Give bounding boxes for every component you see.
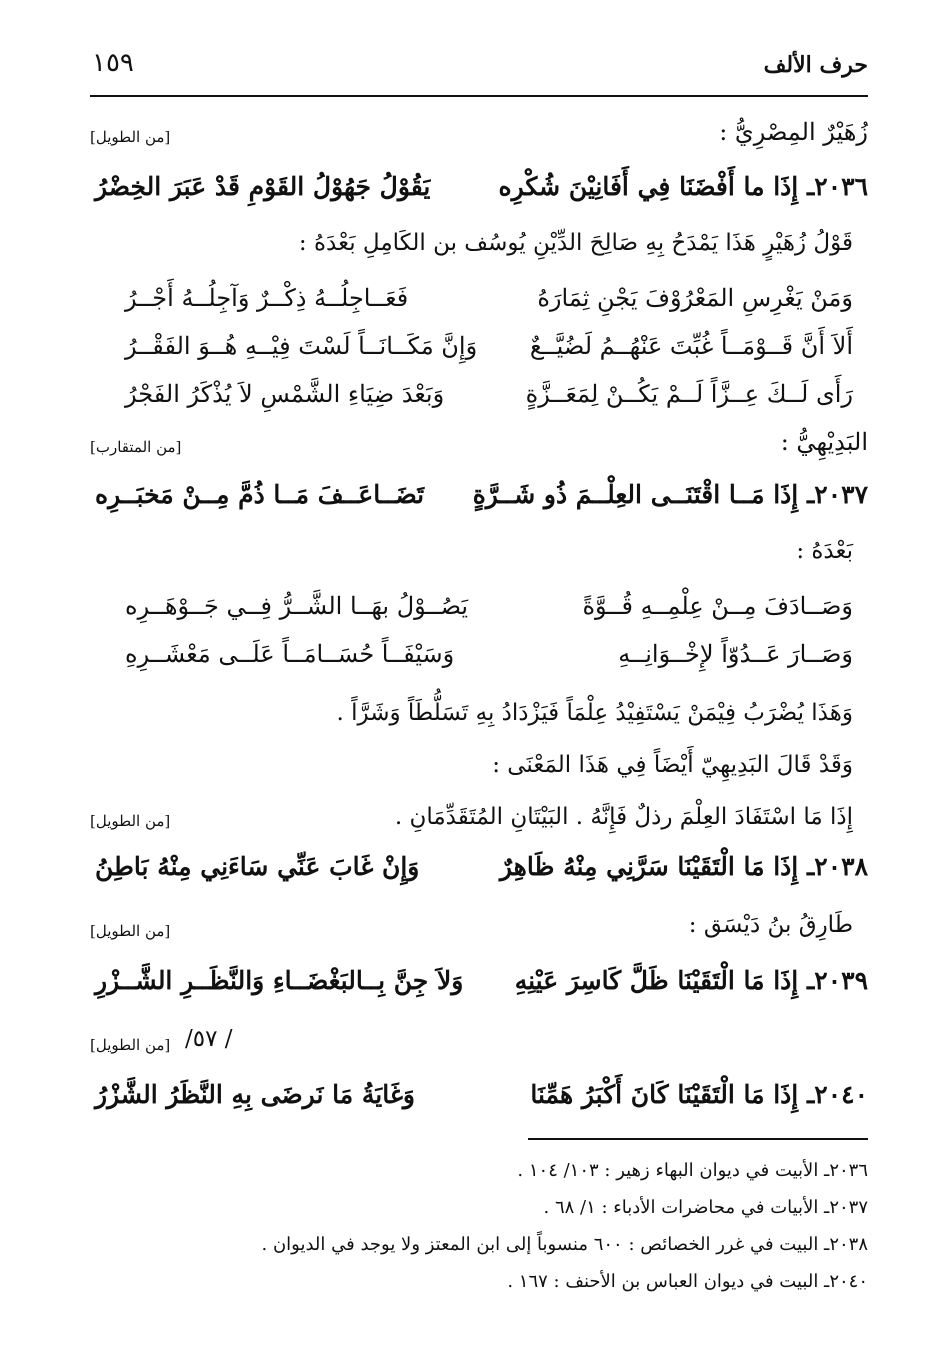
meter-label: [من الطويل] (90, 812, 171, 830)
hemistich-first: ٢٠٣٧ـ إِذَا مَــا اقْتَنَــى العِلْــمَ ذُو شَــرَّةٍ (472, 480, 868, 509)
hemistich-first: ٢٠٣٨ـ إِذَا مَا الْتَقَيْنَا سَرَّنِي مِنْهُ ظَاهِرٌ (499, 852, 868, 881)
footnote: ٢٠٣٧ـ الأبيات في محاضرات الأدباء : ١/ ٦٨ . (543, 1197, 868, 1218)
footnote: ٢٠٣٨ـ البيت في غرر الخصائص : ٦٠٠ منسوباً إلى ابن المعتز ولا يوجد في الديوان . (261, 1234, 868, 1255)
poet-name: طَارِقُ بنُ دَيْسَق : (688, 912, 853, 938)
hemistich-second: وَإِنْ غَابَ عَنِّي سَاءَنِي مِنْهُ بَاطِنُ (95, 852, 420, 881)
hemistich-second: وَسَيْفَــاً حُسَــامَــاً عَلَــى مَعْشَــرِهِ (125, 640, 455, 668)
poet-name: البَدِيْهِيُّ : (780, 428, 868, 456)
footnote: ٢٠٣٦ـ الأبيت في ديوان البهاء زهير : ١٠٣/ ١٠٤ . (517, 1160, 868, 1181)
meter-label: [من الطويل] (90, 1036, 171, 1054)
poet-name: زُهَيْرٌ المِصْرِيُّ : (719, 118, 868, 146)
commentary: إِذَا مَا اسْتَفَادَ العِلْمَ رذلٌ فَإِنَّهُ . البَيْتَانِ المُتَقَدِّمَانِ . (394, 804, 853, 830)
hemistich-second: تَضَــاعَــفَ مَــا ذُمَّ مِــنْ مَخبَــرِه (95, 480, 425, 509)
hemistich-second: يَصُــوْلُ بهَــا الشَّــرُّ فِــي جَــوْهَــرِه (125, 592, 469, 620)
commentary: وَقَدْ قَالَ البَدِيهِيّ أَيْضَاً فِي هَذَا المَعْنَى : (492, 752, 853, 778)
hemistich-first: ٢٠٤٠ـ إِذَا مَا الْتَقَيْنَا كَانَ أَكْبَرُ هَمِّنَا (530, 1080, 868, 1109)
hemistich-second: فَعَــاجِلُــهُ ذِكْــرٌ وَآجِلُــهُ أَجْــرُ (125, 284, 409, 312)
meter-label: [من الطويل] (90, 922, 171, 940)
verse-2036 (95, 172, 868, 201)
hemistich-first: وَمَنْ يَغْرِسِ المَعْرُوْفَ يَجْنِ ثِمَارَهُ (537, 284, 853, 312)
after-label: بَعْدَهُ : (796, 538, 853, 564)
follow-verse (125, 380, 853, 408)
follow-verse (125, 592, 853, 620)
footnote-rule (528, 1138, 868, 1140)
running-head: حرف الألف (763, 52, 868, 78)
verse-2040 (95, 1080, 868, 1109)
hemistich-second: وَلاَ جِنَّ بِــالبَغْضَــاءِ وَالنَّظَــرِ الشَّــزْرِ (95, 966, 464, 995)
hemistich-second: يَقُوْلُ جَهُوْلُ القَوْمِ قَدْ عَبَرَ الخِضْرُ (95, 172, 431, 201)
hemistich-second: وَغَايَةُ مَا نَرضَى بِهِ النَّظَرُ الشَّزْرُ (95, 1080, 415, 1109)
hemistich-first: وَصَــادَفَ مِــنْ عِلْمِــهِ قُــوَّةً (582, 592, 853, 620)
meter-label: [من المتقارب] (90, 438, 182, 456)
follow-verse (125, 284, 853, 312)
hemistich-first: أَلاَ أَنَّ قَــوْمَــاً غُبِّتَ عَنْهُــمُ لَضُيَّــعٌ (529, 332, 853, 360)
verse-2039 (95, 966, 868, 995)
footnote: ٢٠٤٠ـ البيت في ديوان العباس بن الأحنف : ١٦٧ . (507, 1271, 868, 1292)
verse-2037 (95, 480, 868, 509)
hemistich-second: وَإِنَّ مَكَــانَــاً لَسْتَ فِيْــهِ هُــوَ الفَقْــرُ (125, 332, 478, 360)
hemistich-first: وَصَــارَ عَــدُوّاً لإِخْــوَانِــهِ (618, 640, 853, 668)
hemistich-first: رَأَى لَــكَ عِــزَّاً لَــمْ يَكُــنْ لِمَعَــزَّةٍ (525, 380, 853, 408)
manuscript-ref: / ٥٧/ (185, 1026, 233, 1052)
hemistich-first: ٢٠٣٦ـ إِذَا ما أَفْضَنَا فِي أَفَانِيْنَ شُكْرِه (498, 172, 868, 201)
meter-label: [من الطويل] (90, 128, 171, 146)
follow-verse (125, 640, 853, 668)
follow-verse (125, 332, 853, 360)
commentary: قَوْلُ زُهَيْرٍ هَذَا يَمْدَحُ بِهِ صَالِحَ الدِّيْنِ يُوسُف بن الكَامِلِ بَعْدَهُ : (298, 230, 853, 256)
verse-2038 (95, 852, 868, 881)
page-number: ١٥٩ (92, 48, 134, 78)
header-rule (90, 95, 868, 97)
hemistich-second: وَبَعْدَ ضِيَاءِ الشَّمْسِ لاَ يُذْكَرُ الفَجْرُ (125, 380, 445, 408)
hemistich-first: ٢٠٣٩ـ إِذَا مَا الْتَقَيْنَا ظَلَّ كَاسِرَ عَيْنِهِ (514, 966, 868, 995)
commentary: وَهَذَا يُضْرَبُ فِيْمَنْ يَسْتَفِيْدُ عِلْمَاً فَيَزْدَادُ بِهِ تَسَلُّطَاً وَشَرَّاً . (336, 700, 853, 726)
